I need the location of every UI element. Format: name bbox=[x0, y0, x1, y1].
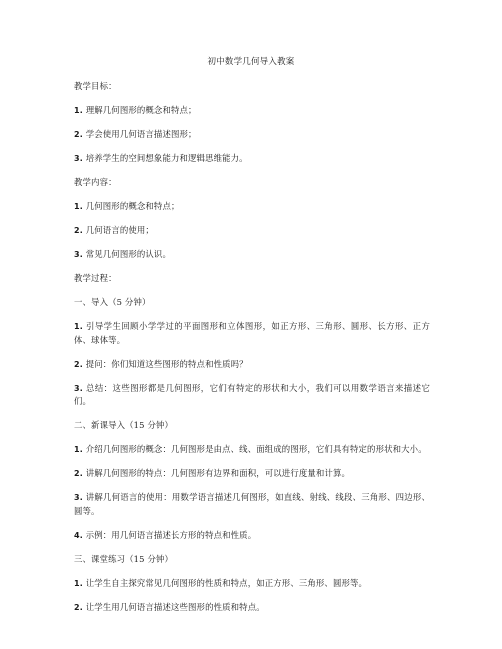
list-number: 1. bbox=[74, 322, 83, 331]
list-number: 4. bbox=[74, 530, 83, 540]
paragraph bbox=[74, 443, 430, 457]
paragraph-text: 学会使用几何语言描述图形； bbox=[82, 129, 197, 139]
document-title: 初中数学几何导入教案 bbox=[207, 57, 295, 67]
paragraph bbox=[74, 553, 430, 567]
paragraph-text: 三、课堂练习（15 分钟） bbox=[74, 553, 174, 564]
paragraph bbox=[74, 467, 430, 481]
paragraph bbox=[74, 248, 430, 262]
paragraph-text: 让学生用几何语言描述这些图形的性质和特点。 bbox=[82, 601, 265, 612]
list-number: 2. bbox=[74, 226, 83, 235]
paragraph bbox=[74, 491, 430, 518]
paragraph bbox=[74, 577, 430, 591]
paragraph bbox=[74, 272, 430, 286]
paragraph-text: 教学内容： bbox=[74, 177, 117, 187]
paragraph bbox=[74, 176, 430, 190]
paragraph bbox=[74, 358, 430, 372]
list-number: 1. bbox=[74, 106, 83, 115]
paragraph bbox=[74, 601, 430, 615]
list-number: 2. bbox=[74, 469, 83, 478]
list-number: 3. bbox=[74, 493, 83, 502]
paragraph-text: 培养学生的空间想象能力和逻辑思维能力。 bbox=[82, 153, 248, 163]
list-number: 2. bbox=[74, 602, 83, 612]
list-number: 3. bbox=[74, 250, 83, 259]
list-number: 2. bbox=[74, 130, 83, 139]
paragraph bbox=[74, 104, 430, 118]
paragraph bbox=[74, 419, 430, 433]
paragraph-text: 总结：这些图形都是几何图形，它们有特定的形状和大小，我们可以用数学语言来描述它们。 bbox=[74, 382, 430, 406]
paragraph-text: 教学过程： bbox=[74, 273, 117, 283]
list-number: 1. bbox=[74, 202, 83, 211]
list-number: 3. bbox=[74, 383, 83, 393]
paragraph bbox=[74, 382, 430, 409]
paragraph-text: 一、导入（5 分钟） bbox=[74, 297, 151, 307]
paragraph-text: 引导学生回顾小学学过的平面图形和立体图形，如正方形、三角形、圆形、长方形、正方体、球体等。 bbox=[74, 321, 430, 345]
paragraph-text: 介绍几何图形的概念：几何图形是由点、线、面组成的图形，它们具有特定的形状和大小。 bbox=[82, 444, 427, 454]
paragraph bbox=[74, 296, 430, 310]
paragraph bbox=[74, 529, 430, 543]
paragraph bbox=[74, 320, 430, 347]
paragraph-text: 二、新课导入（15 分钟） bbox=[74, 420, 174, 430]
list-number: 1. bbox=[74, 578, 83, 588]
paragraph-text: 常见几何图形的认识。 bbox=[82, 249, 171, 259]
paragraph bbox=[74, 224, 430, 238]
paragraph bbox=[74, 128, 430, 142]
document-body bbox=[74, 80, 430, 625]
paragraph bbox=[74, 200, 430, 214]
paragraph bbox=[74, 80, 430, 94]
paragraph-text: 让学生自主探究常见几何图形的性质和特点，如正方形、三角形、圆形等。 bbox=[82, 577, 368, 588]
paragraph-text: 理解几何图形的概念和特点； bbox=[82, 105, 197, 115]
list-number: 1. bbox=[74, 445, 83, 454]
list-number: 2. bbox=[74, 359, 83, 369]
paragraph-text: 讲解几何语言的使用：用数学语言描述几何图形，如直线、射线、线段、三角形、四边形、圆等。 bbox=[74, 492, 430, 516]
paragraph bbox=[74, 152, 430, 166]
paragraph-text: 几何语言的使用； bbox=[82, 225, 154, 235]
paragraph-text: 讲解几何图形的特点：几何图形有边界和面积，可以进行度量和计算。 bbox=[82, 468, 350, 478]
paragraph-text: 提问：你们知道这些图形的特点和性质吗？ bbox=[82, 358, 248, 369]
paragraph-text: 教学目标： bbox=[74, 81, 117, 91]
paragraph-text: 示例：用几何语言描述长方形的特点和性质。 bbox=[82, 529, 257, 540]
list-number: 3. bbox=[74, 154, 83, 163]
paragraph-text: 几何图形的概念和特点； bbox=[82, 201, 180, 211]
